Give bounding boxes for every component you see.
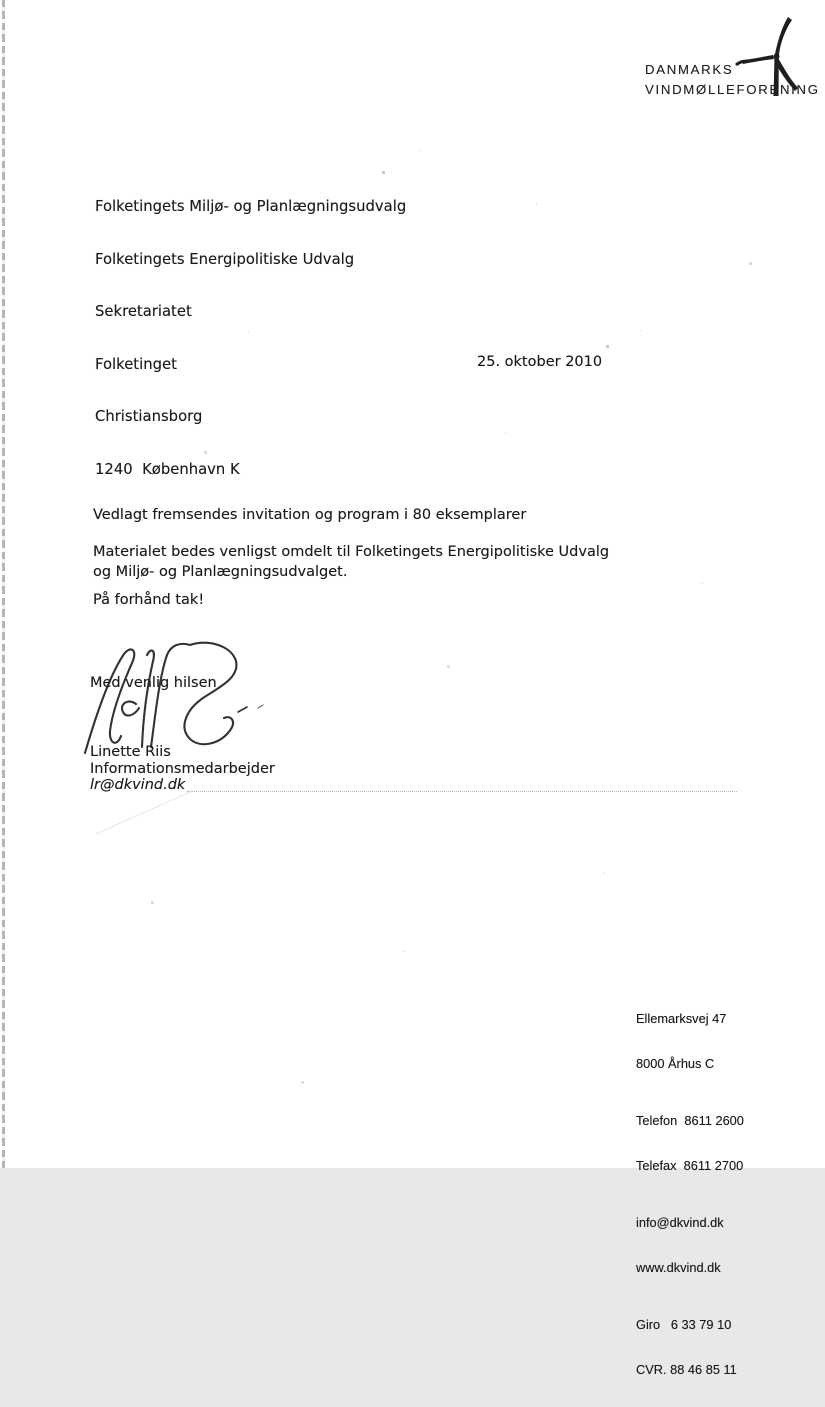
scan-artifact-left-edge [2, 0, 5, 1168]
body-paragraph-2 [93, 542, 609, 582]
company-logo [645, 60, 820, 100]
logo-line1: DANMARKS [645, 62, 734, 77]
logo-line2: VINDMØLLEFORENING [645, 82, 820, 97]
sender-contact-block [636, 981, 744, 1407]
signer-block [90, 744, 275, 794]
footer-fax: Telefax 8611 2700 [636, 1158, 744, 1173]
recipient-line: Sekretariatet [95, 303, 192, 320]
recipient-line: Folketinget [95, 355, 177, 373]
body-paragraph-2-line2: og Miljø- og Planlægningsudvalget. [93, 564, 348, 580]
scan-artifact-dotted-line [187, 791, 737, 792]
footer-street: Ellemarksvej 47 [636, 1011, 727, 1026]
signer-email: lr@dkvind.dk [90, 777, 186, 793]
footer-cvr: CVR. 88 46 85 11 [636, 1362, 737, 1377]
recipient-line: Christiansborg [95, 408, 203, 425]
closing-salutation: Med venlig hilsen [90, 675, 217, 691]
recipient-line: 1240 København K [95, 460, 240, 478]
body-paragraph-1: Vedlagt fremsendes invitation og program i 80 eksemplarer [93, 507, 527, 523]
recipient-address-block [95, 163, 406, 513]
footer-city: 8000 Århus C [636, 1056, 715, 1071]
signer-name: Linette Riis [90, 744, 171, 760]
scan-artifact-diagonal-line [96, 791, 191, 834]
footer-giro: Giro 6 33 79 10 [636, 1317, 732, 1332]
letter-date: 25. oktober 2010 [477, 354, 603, 370]
scan-artifact-specks [0, 0, 1, 1]
body-paragraph-2-line1: Materialet bedes venligst omdelt til Folketingets Energipolitiske Udvalg [93, 544, 610, 560]
body-paragraph-3: På forhånd tak! [93, 592, 205, 608]
footer-email: info@dkvind.dk [636, 1215, 724, 1230]
footer-phone: Telefon 8611 2600 [636, 1113, 744, 1128]
footer-website: www.dkvind.dk [636, 1260, 721, 1275]
signer-role: Informationsmedarbejder [90, 760, 275, 777]
recipient-line: Folketingets Energipolitiske Udvalg [95, 250, 355, 268]
recipient-line: Folketingets Miljø- og Planlægningsudvalg [95, 198, 407, 215]
